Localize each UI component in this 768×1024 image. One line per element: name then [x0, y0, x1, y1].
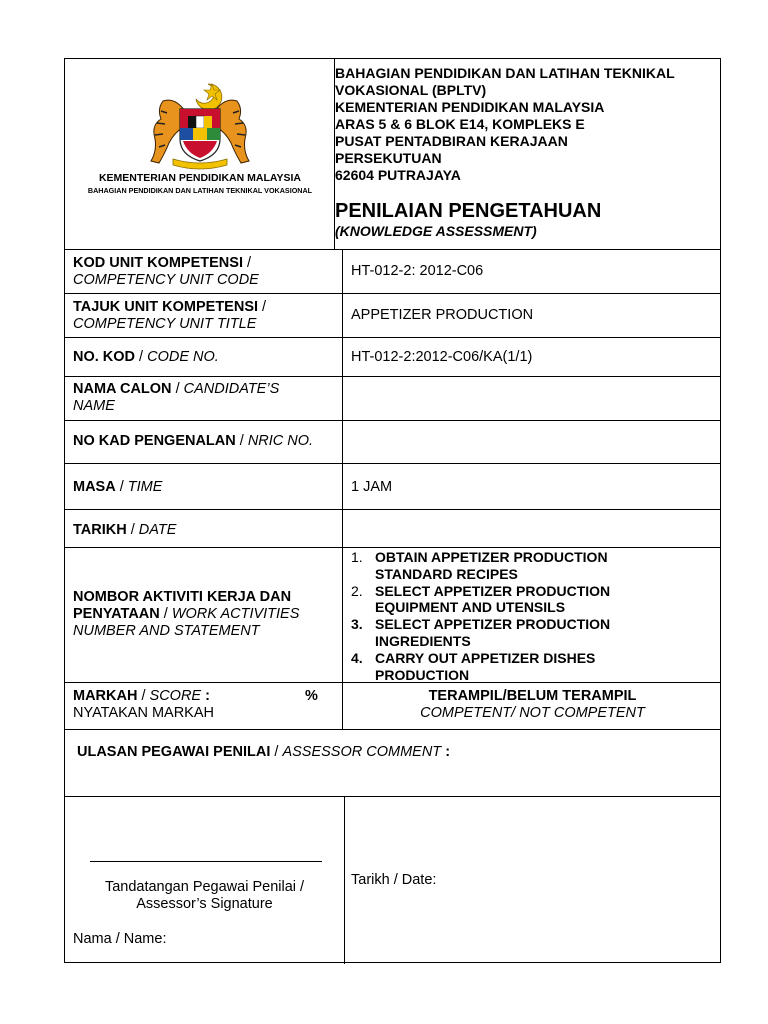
divider — [342, 249, 343, 729]
page-title: PENILAIAN PENGETAHUAN — [335, 200, 602, 222]
list-item — [351, 650, 711, 684]
address-line: PUSAT PENTADBIRAN KERAJAAN — [335, 133, 568, 149]
divider — [65, 509, 720, 510]
label-separator: / — [270, 744, 283, 760]
address-line: 62604 PUTRAJAYA — [335, 167, 461, 183]
code-no-label — [73, 349, 219, 366]
address-line: VOKASIONAL (BPLTV) — [335, 82, 487, 98]
label-separator: / — [159, 606, 172, 622]
score-label — [73, 688, 210, 705]
divider — [65, 337, 720, 338]
header-address — [335, 65, 720, 184]
divider — [65, 420, 720, 421]
candidate-name-label — [73, 381, 279, 415]
unit-code-label — [73, 255, 259, 289]
activities-list — [351, 549, 711, 683]
label-separator: / — [137, 688, 150, 704]
list-item — [351, 583, 711, 617]
divider — [344, 796, 345, 964]
item-text: OBTAIN APPETIZER PRODUCTION — [375, 549, 608, 565]
divider — [65, 729, 720, 730]
label-italic: COMPETENCY UNIT CODE — [73, 272, 259, 288]
label-italic: NUMBER AND STATEMENT — [73, 623, 260, 639]
label-bold: TAJUK UNIT KOMPETENSI — [73, 299, 259, 315]
divider — [65, 293, 720, 294]
signature-date-label: Tarikh / Date: — [351, 872, 437, 888]
signature-caption-line: Tandatangan Pegawai Penilai / — [104, 879, 305, 895]
item-text: STANDARD RECIPES — [375, 565, 518, 582]
label-italic: ASSESSOR COMMENT — [282, 744, 442, 760]
item-text: SELECT APPETIZER PRODUCTION — [375, 616, 611, 633]
candidate-name-field[interactable] — [351, 389, 711, 409]
signature-caption-line: Assessor’s Signature — [136, 896, 273, 912]
label-bold: NO KAD PENGENALAN — [73, 433, 236, 449]
address-line: ARAS 5 & 6 BLOK E14, KOMPLEKS E — [335, 116, 585, 132]
unit-code-value: HT-012-2: 2012-C06 — [351, 263, 484, 279]
label-separator: / — [115, 479, 128, 495]
label-italic: NRIC NO. — [247, 433, 314, 449]
address-line: PERSEKUTUAN — [335, 150, 442, 166]
item-text: PRODUCTION — [375, 666, 470, 683]
label-separator: / — [135, 349, 148, 365]
time-value: 1 JAM — [351, 479, 393, 495]
logo-line-division: BAHAGIAN PENDIDIKAN DAN LATIHAN TEKNIKAL VOKASIONAL — [87, 186, 313, 195]
label-italic: TIME — [127, 479, 163, 495]
time-label — [73, 479, 162, 496]
item-text: EQUIPMENT AND UTENSILS — [375, 599, 566, 616]
label-separator: / — [258, 299, 267, 315]
date-field[interactable] — [351, 519, 711, 539]
assessment-form — [64, 58, 721, 963]
label-italic: CODE NO. — [147, 349, 219, 365]
label-italic: WORK ACTIVITIES — [171, 606, 300, 622]
item-number: 1. — [351, 549, 363, 565]
label-bold: ULASAN PEGAWAI PENILAI — [77, 744, 271, 760]
list-item — [351, 549, 711, 583]
label-colon: : — [441, 744, 451, 760]
activities-label — [73, 589, 299, 640]
divider — [65, 547, 720, 548]
unit-title-value: APPETIZER PRODUCTION — [351, 307, 534, 323]
label-colon: : — [201, 688, 210, 704]
code-no-value: HT-012-2:2012-C06/KA(1/1) — [351, 349, 533, 365]
label-separator: / — [242, 255, 252, 271]
label-italic: COMPETENCY UNIT TITLE — [73, 316, 257, 332]
item-text: SELECT APPETIZER PRODUCTION — [375, 582, 611, 599]
score-instruction: NYATAKAN MARKAH — [73, 705, 214, 721]
item-text: INGREDIENTS — [375, 632, 471, 649]
unit-title-label — [73, 299, 266, 333]
nric-label — [73, 433, 313, 450]
label-bold: NAMA CALON — [73, 381, 172, 397]
label-bold: KOD UNIT KOMPETENSI — [73, 255, 243, 271]
list-item — [351, 616, 711, 650]
ministry-logo — [65, 59, 335, 249]
label-separator: / — [235, 433, 248, 449]
label-bold: MASA — [73, 479, 116, 495]
signature-caption — [65, 879, 344, 913]
label-bold: NOMBOR AKTIVITI KERJA DAN — [73, 589, 292, 605]
score-percent: % — [305, 688, 318, 704]
label-bold: PENYATAAN — [73, 606, 160, 622]
label-bold: TARIKH — [73, 522, 127, 538]
label-separator: / — [171, 381, 184, 397]
label-italic: DATE — [138, 522, 177, 538]
nric-field[interactable] — [351, 433, 711, 453]
label-italic: CANDIDATE’S — [183, 381, 280, 397]
assessor-name-label: Nama / Name: — [73, 931, 167, 947]
item-number: 3. — [351, 616, 363, 633]
malaysia-crest-icon — [65, 59, 335, 171]
result-options-en: COMPETENT/ NOT COMPETENT — [420, 705, 645, 721]
divider — [334, 59, 335, 249]
date-label — [73, 522, 176, 539]
item-text: CARRY OUT APPETIZER DISHES — [375, 649, 596, 666]
address-line: KEMENTERIAN PENDIDIKAN MALAYSIA — [335, 99, 605, 115]
divider — [65, 463, 720, 464]
logo-line-ministry: KEMENTERIAN PENDIDIKAN MALAYSIA — [98, 172, 302, 184]
item-number: 4. — [351, 649, 363, 666]
label-bold: MARKAH — [73, 688, 138, 704]
label-separator: / — [126, 522, 139, 538]
label-bold: NO. KOD — [73, 349, 136, 365]
item-number: 2. — [351, 582, 363, 599]
signature-line[interactable] — [90, 861, 322, 862]
label-italic: NAME — [73, 398, 115, 414]
divider — [65, 376, 720, 377]
label-italic: SCORE — [149, 688, 202, 704]
divider — [65, 796, 720, 797]
result-options: TERAMPIL/BELUM TERAMPIL — [428, 688, 637, 704]
address-line: BAHAGIAN PENDIDIKAN DAN LATIHAN TEKNIKAL — [335, 65, 675, 81]
page-subtitle: (KNOWLEDGE ASSESSMENT) — [335, 223, 537, 239]
divider — [65, 249, 720, 250]
assessor-comment-label — [77, 744, 450, 761]
